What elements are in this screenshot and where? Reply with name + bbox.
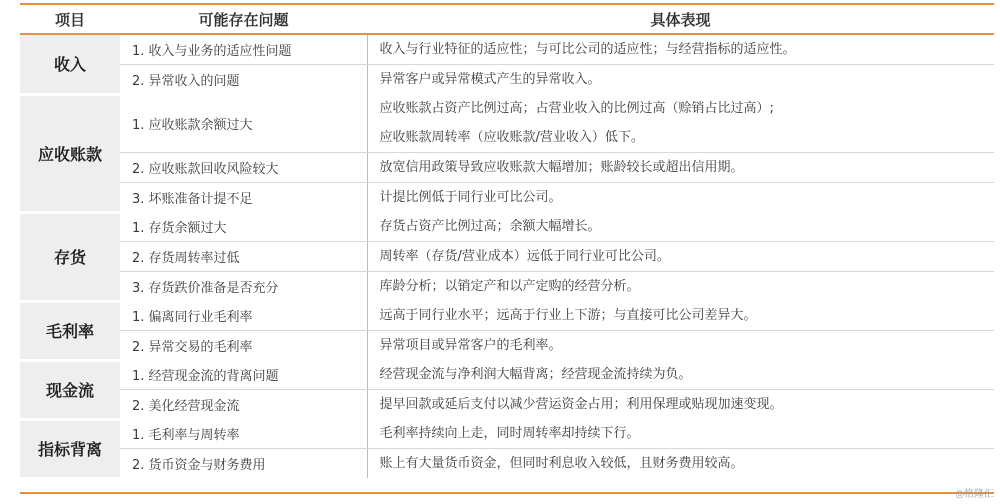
- category-cell: 指标背离: [20, 419, 120, 478]
- detail-line: 应收账款占资产比例过高；占营业收入的比例过高（赊销占比过高）;: [379, 101, 774, 116]
- issue-cell: 1. 偏离同行业毛利率: [120, 301, 367, 331]
- table-row: [20, 360, 994, 390]
- table-row: [20, 301, 994, 331]
- detail-cell: [367, 212, 994, 242]
- category-cell: 应收账款: [20, 94, 120, 212]
- watermark-text: 格隆汇: [964, 489, 994, 500]
- issue-cell: 1. 经营现金流的背离问题: [120, 360, 367, 390]
- detail-line: 提早回款或延后支付以减少营运资金占用；利用保理或贴现加速变现。: [379, 397, 783, 412]
- detail-cell: [367, 331, 994, 361]
- issue-cell: 3. 存货跌价准备是否充分: [120, 272, 367, 302]
- table-row: [20, 65, 994, 95]
- detail-cell: [367, 242, 994, 272]
- detail-line: 经营现金流与净利润大幅背离；经营现金流持续为负。: [379, 367, 692, 382]
- issue-cell: 1. 存货余额过大: [120, 212, 367, 242]
- detail-line: 收入与行业特征的适应性；与可比公司的适应性；与经营指标的适应性。: [379, 42, 796, 57]
- detail-cell: [367, 65, 994, 95]
- issue-cell: 2. 应收账款回收风险较大: [120, 153, 367, 183]
- detail-line: 周转率（存货/营业成本）远低于同行业可比公司。: [379, 249, 670, 264]
- detail-line: 远高于同行业水平；远高于行业上下游；与直接可比公司差异大。: [379, 308, 757, 323]
- issue-cell: 2. 存货周转率过低: [120, 242, 367, 272]
- header-issue: 可能存在问题: [120, 4, 367, 34]
- issue-cell: 2. 货币资金与财务费用: [120, 449, 367, 479]
- issue-cell: 2. 异常交易的毛利率: [120, 331, 367, 361]
- detail-cell: [367, 34, 994, 65]
- detail-cell: [367, 94, 994, 153]
- issue-cell: 1. 收入与业务的适应性问题: [120, 34, 367, 65]
- table-header-row: [20, 4, 994, 34]
- detail-line: 应收账款周转率（应收账款/营业收入）低下。: [379, 130, 644, 145]
- issue-cell: 1. 应收账款余额过大: [120, 94, 367, 153]
- bottom-rule: [20, 492, 994, 494]
- issue-cell: 2. 异常收入的问题: [120, 65, 367, 95]
- detail-cell: [367, 449, 994, 479]
- category-cell: 收入: [20, 34, 120, 94]
- detail-cell: [367, 390, 994, 420]
- issue-cell: 2. 美化经营现金流: [120, 390, 367, 420]
- detail-line: 存货占资产比例过高；余额大幅增长。: [379, 219, 601, 234]
- detail-line: 毛利率持续向上走，同时周转率却持续下行。: [379, 426, 640, 441]
- table-row: [20, 153, 994, 183]
- issue-cell: 3. 坏账准备计提不足: [120, 183, 367, 213]
- issues-table: [20, 3, 994, 480]
- table-row: [20, 419, 994, 449]
- table-row: [20, 449, 994, 479]
- header-detail: 具体表现: [367, 4, 994, 34]
- table-row: [20, 212, 994, 242]
- issue-cell: 1. 毛利率与周转率: [120, 419, 367, 449]
- table-row: [20, 34, 994, 65]
- table-row: [20, 183, 994, 213]
- detail-cell: [367, 153, 994, 183]
- detail-line: 账上有大量货币资金，但同时利息收入较低，且财务费用较高。: [379, 456, 744, 471]
- detail-cell: [367, 183, 994, 213]
- detail-cell: [367, 419, 994, 449]
- detail-cell: [367, 360, 994, 390]
- detail-cell: [367, 301, 994, 331]
- detail-line: 异常客户或异常模式产生的异常收入。: [379, 72, 601, 87]
- table-row: [20, 94, 994, 153]
- detail-line: 异常项目或异常客户的毛利率。: [379, 338, 562, 353]
- detail-line: 放宽信用政策导致应收账款大幅增加；账龄较长或超出信用期。: [379, 160, 744, 175]
- table-row: [20, 390, 994, 420]
- table-row: [20, 272, 994, 302]
- detail-line: 库龄分析；以销定产和以产定购的经营分析。: [379, 279, 640, 294]
- detail-line: 计提比例低于同行业可比公司。: [379, 190, 562, 205]
- table-row: [20, 242, 994, 272]
- table-row: [20, 331, 994, 361]
- watermark: ◎格隆汇: [955, 489, 994, 500]
- detail-cell: [367, 272, 994, 302]
- header-item: 项目: [20, 4, 120, 34]
- category-cell: 毛利率: [20, 301, 120, 360]
- category-cell: 现金流: [20, 360, 120, 419]
- category-cell: 存货: [20, 212, 120, 301]
- table-body: [20, 34, 994, 478]
